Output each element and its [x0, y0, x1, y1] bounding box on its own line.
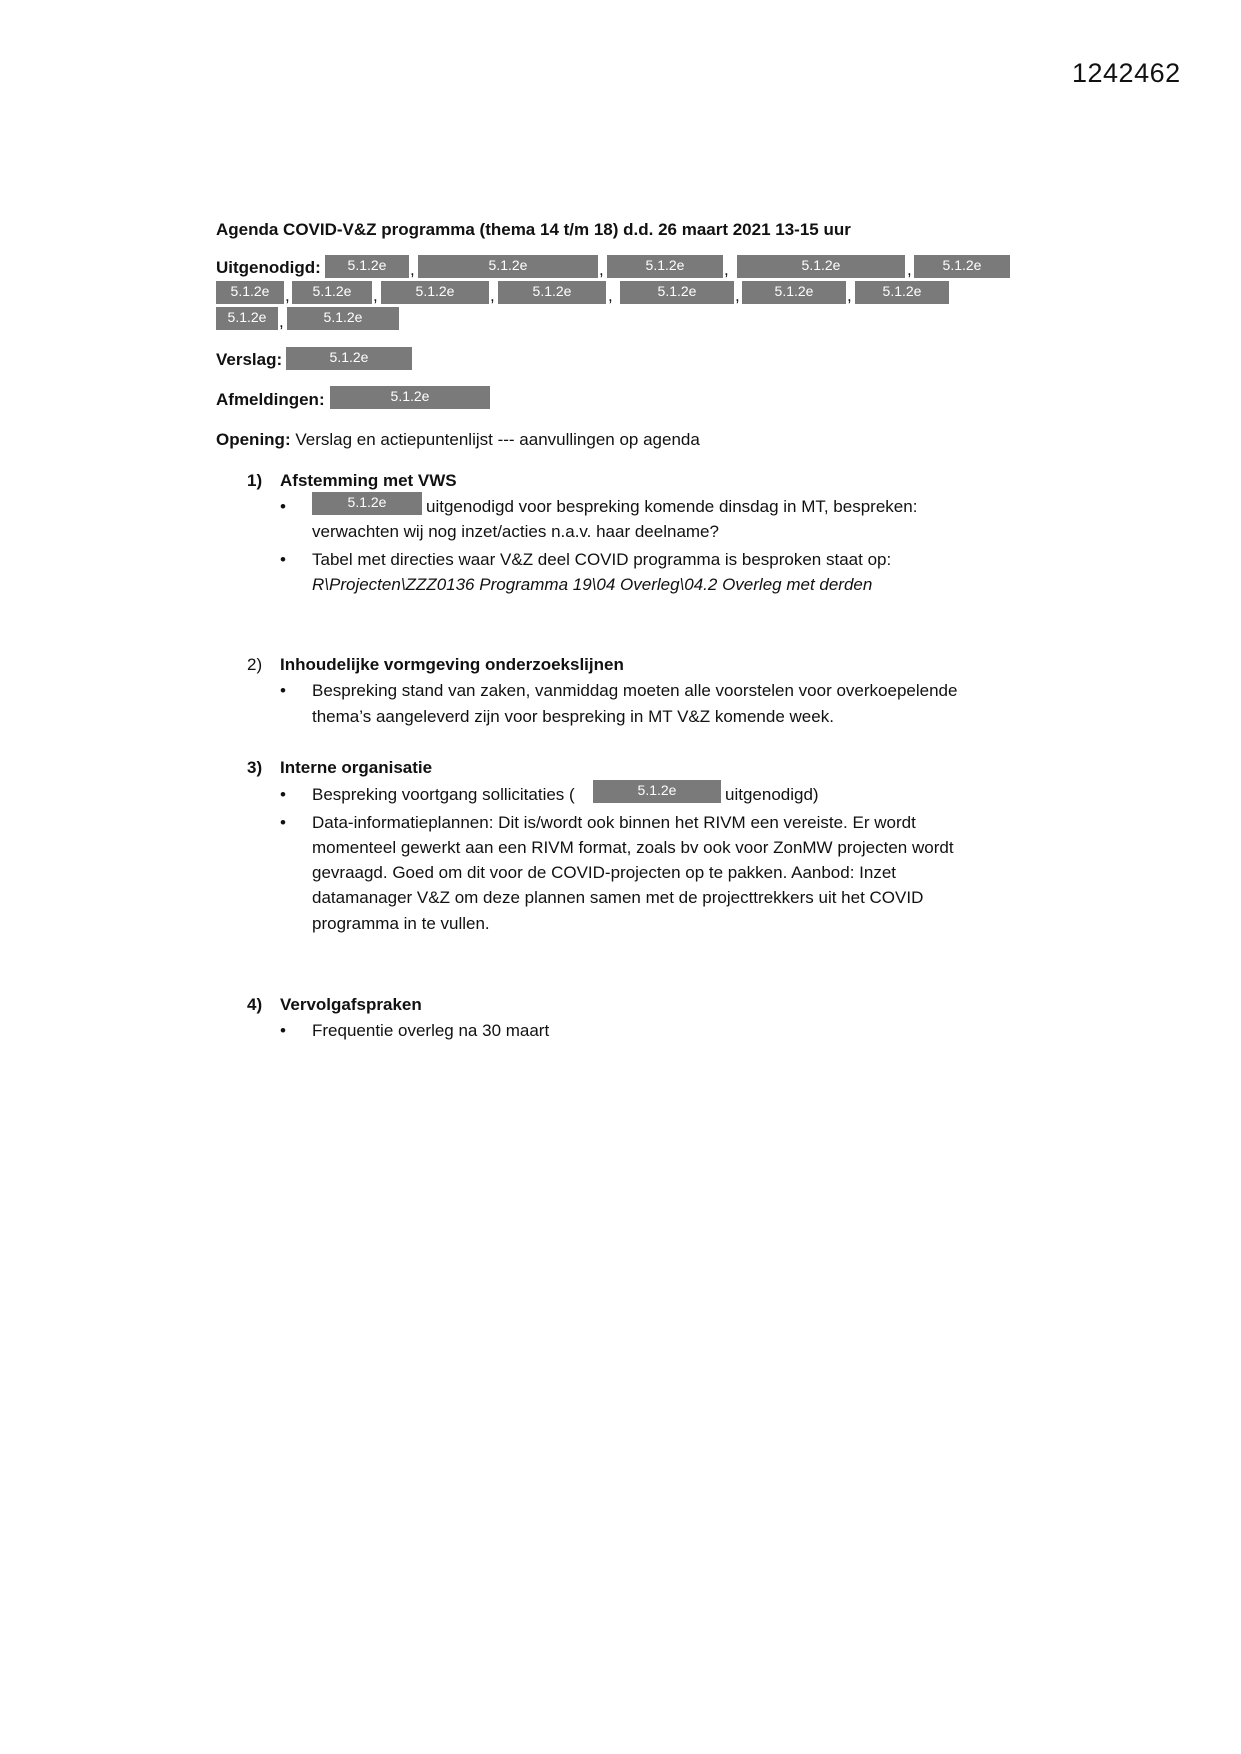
redaction-box: 5.1.2e	[620, 281, 734, 304]
redaction-box: 5.1.2e	[914, 255, 1010, 278]
item-number: 1)	[247, 471, 263, 490]
bullet-text: thema’s aangeleverd zijn voor bespreking in MT V&Z komende week.	[312, 707, 834, 726]
item-heading: Afstemming met VWS	[280, 471, 457, 490]
redaction-box: 5.1.2e	[312, 492, 422, 515]
bullet-text: uitgenodigd voor bespreking komende dinsdag in MT, bespreken:	[426, 497, 918, 516]
separator: ,	[847, 286, 852, 305]
item-number: 4)	[247, 995, 263, 1014]
separator: ,	[907, 260, 912, 279]
separator: ,	[490, 286, 495, 305]
item-number: 3)	[247, 758, 263, 777]
bullet-text: programma in te vullen.	[312, 914, 490, 933]
bullet-text: gevraagd. Goed om dit voor de COVID-projecten op te pakken. Aanbod: Inzet	[312, 863, 897, 882]
bullet-icon: •	[280, 550, 286, 569]
bullet-text: Bespreking stand van zaken, vanmiddag moeten alle voorstelen voor overkoepelende	[312, 681, 958, 700]
bullet-icon: •	[280, 681, 286, 700]
separator: ,	[373, 286, 378, 305]
redaction-box: 5.1.2e	[216, 281, 284, 304]
separator: ,	[724, 260, 729, 279]
agenda-title: Agenda COVID-V&Z programma (thema 14 t/m 18) d.d. 26 maart 2021 13-15 uur	[216, 220, 851, 239]
redaction-box: 5.1.2e	[330, 386, 490, 409]
redaction-box: 5.1.2e	[737, 255, 905, 278]
redaction-box: 5.1.2e	[855, 281, 949, 304]
invited-label: Uitgenodigd:	[216, 258, 321, 277]
redaction-box: 5.1.2e	[593, 780, 721, 803]
file-path: R\Projecten\ZZZ0136 Programma 19\04 Overleg\04.2 Overleg met derden	[312, 575, 873, 594]
redaction-box: 5.1.2e	[286, 347, 412, 370]
separator: ,	[608, 286, 613, 305]
separator: ,	[285, 286, 290, 305]
separator: ,	[410, 260, 415, 279]
bullet-text: datamanager V&Z om deze plannen samen met de projecttrekkers uit het COVID	[312, 888, 924, 907]
separator: ,	[279, 312, 284, 331]
bullet-icon: •	[280, 785, 286, 804]
bullet-text: Tabel met directies waar V&Z deel COVID programma is besproken staat op:	[312, 550, 892, 569]
item-heading: Inhoudelijke vormgeving onderzoekslijnen	[280, 655, 624, 674]
bullet-text: Data-informatieplannen: Dit is/wordt ook binnen het RIVM een vereiste. Er wordt	[312, 813, 916, 832]
bullet-icon: •	[280, 1021, 286, 1040]
bullet-text: Frequentie overleg na 30 maart	[312, 1021, 550, 1040]
absent-label: Afmeldingen:	[216, 390, 325, 409]
item-number: 2)	[247, 655, 263, 674]
bullet-text: uitgenodigd)	[725, 785, 819, 804]
bullet-text: verwachten wij nog inzet/acties n.a.v. haar deelname?	[312, 522, 719, 541]
bullet-text: momenteel gewerkt aan een RIVM format, zoals bv ook voor ZonMW projecten wordt	[312, 838, 954, 857]
redaction-box: 5.1.2e	[498, 281, 606, 304]
item-heading: Interne organisatie	[280, 758, 433, 777]
bullet-icon: •	[280, 497, 286, 516]
separator: ,	[599, 260, 604, 279]
opening-line	[216, 428, 700, 452]
redaction-box: 5.1.2e	[216, 307, 278, 330]
opening-label: Opening:	[216, 430, 291, 449]
redaction-box: 5.1.2e	[292, 281, 372, 304]
document-id: 1242462	[1072, 58, 1181, 88]
bullet-text: Bespreking voortgang sollicitaties (	[312, 785, 575, 804]
redaction-box: 5.1.2e	[742, 281, 846, 304]
opening-text: Verslag en actiepuntenlijst --- aanvullingen op agenda	[290, 430, 700, 449]
report-label: Verslag:	[216, 350, 283, 369]
redaction-box: 5.1.2e	[381, 281, 489, 304]
redaction-box: 5.1.2e	[325, 255, 409, 278]
redaction-box: 5.1.2e	[287, 307, 399, 330]
redaction-box: 5.1.2e	[418, 255, 598, 278]
separator: ,	[735, 286, 740, 305]
bullet-icon: •	[280, 813, 286, 832]
item-heading: Vervolgafspraken	[280, 995, 422, 1014]
redaction-box: 5.1.2e	[607, 255, 723, 278]
